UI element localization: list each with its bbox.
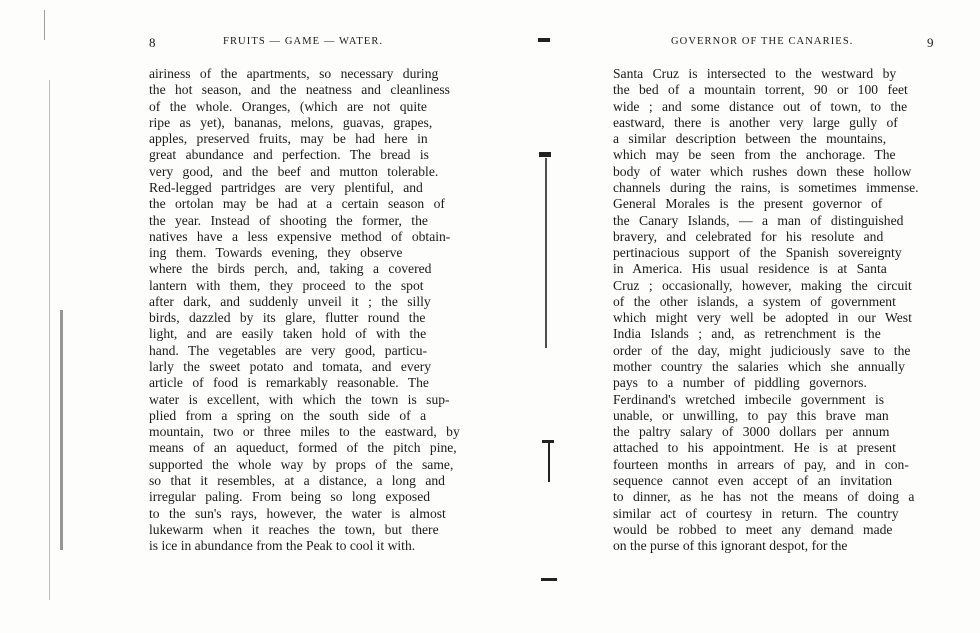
text-line: birds, dazzled by its glare, flutter round the [149,310,426,326]
left-binding-edge [60,310,63,550]
text-line: lukewarm when it reaches the town, but there [149,521,439,537]
text-line: wide ; and some distance out of town, to the [613,98,908,114]
text-line: supported the whole way by props of the same, [149,456,454,472]
text-line: the hot season, and the neatness and cleanliness [149,82,450,98]
text-line: in America. His usual residence is at Santa [613,261,887,277]
text-line: Santa Cruz is intersected to the westward by [613,66,897,81]
text-line: hand. The vegetables are very good, particu- [149,342,428,358]
left-page-number: 8 [149,35,156,50]
right-running-head: GOVERNOR OF THE CANARIES. [671,36,854,47]
text-line: to dinner, as he has not the means of doing a [613,489,915,505]
text-line: pertinacious support of the Spanish sovereignty [613,245,902,261]
right-page [490,0,980,633]
text-line: natives have a less expensive method of obtain- [149,228,451,244]
text-line: Red-legged partridges are very plentiful, and [149,179,423,195]
text-line: article of food is remarkably reasonable. The [149,375,429,391]
text-line: on the purse of this ignorant despot, for the [613,538,848,554]
text-line: airiness of the apartments, so necessary during [149,66,439,81]
text-line: which might very well be adopted in our West [613,310,912,326]
text-line: a similar description between the mountains, [613,131,887,147]
text-line: General Morales is the present governor of [613,196,883,212]
text-line: India Islands ; and, as retrenchment is the [613,326,881,342]
text-line: irregular paling. From being so long exposed [149,489,431,505]
text-line: light, and are easily taken hold of with the [149,326,427,342]
text-line: Ferdinand's wretched imbecile government is [613,391,885,407]
text-line: the year. Instead of shooting the former, the [149,212,428,228]
text-line: the paltry salary of 3000 dollars per annum [613,424,890,440]
text-line: great abundance and perfection. The bread is [149,147,429,163]
text-line: means of an aqueduct, formed of the pitch pine, [149,440,457,456]
text-line: water is excellent, with which the town is sup- [149,391,450,407]
text-line: channels during the rains, is sometimes immense. [613,179,919,195]
far-left-tick [44,10,45,40]
text-line: similar act of courtesy in return. The country [613,505,899,521]
text-line: so that it resembles, at a distance, a long and [149,473,445,488]
text-line: lantern with them, they proceed to the spot [149,277,424,293]
text-line: which may be seen from the anchorage. The [613,147,896,163]
text-line: ripe as yet), bananas, melons, guavas, grapes, [149,114,433,130]
left-running-head: FRUITS — GAME — WATER. [223,36,384,47]
text-line: larly the sweet potato and tomata, and every [149,359,432,375]
text-line: fourteen months in arrears of pay, and in con- [613,456,909,472]
text-line: pays to a number of piddling governors. [613,375,867,391]
gutter-mark-top [538,38,550,42]
text-line: after dark, and suddenly unveil it ; the silly [149,293,431,309]
text-line: mountain, two or three miles to the eastward, by [149,424,460,440]
right-page-number: 9 [927,35,934,50]
text-line: ing them. Towards evening, they observe [149,245,403,261]
gutter-line-low [548,442,550,482]
gutter-mark-mid [539,152,551,157]
text-line: to the sun's rays, however, the water is almost [149,505,446,521]
text-line: eastward, there is another very large gully of [613,114,898,130]
text-line: order of the day, might judiciously save to the [613,342,911,358]
text-line: is ice in abundance from the Peak to cool it with. [149,538,416,554]
text-line: Cruz ; occasionally, however, making the circuit [613,277,912,293]
text-line: the ortolan may be had at a certain season of [149,196,445,212]
text-line: the bed of a mountain torrent, 90 or 100 feet [613,82,908,98]
text-line: of the other islands, a system of government [613,293,896,309]
gutter-line [545,158,547,348]
text-line: mother country the salaries which she annually [613,359,905,375]
text-line: where the birds perch, and, taking a covered [149,261,432,277]
text-line: sequence cannot even accept of an invitation [613,473,893,488]
text-line: attached to his appointment. He is at present [613,440,896,456]
text-line: the Canary Islands, — a man of distinguished [613,212,904,228]
text-line: plied from a spring on the south side of a [149,407,427,423]
text-line: unable, or unwilling, to pay this brave man [613,407,889,423]
text-line: would be robbed to meet any demand made [613,521,893,537]
text-line: of the whole. Oranges, (which are not quite [149,98,427,114]
text-line: very good, and the beef and mutton tolerable. [149,163,439,179]
text-line: body of water which rushes down these hollow [613,163,912,179]
left-edge-line [49,80,50,600]
text-line: apples, preserved fruits, may be had here in [149,131,428,147]
text-line: bravery, and celebrated for his resolute and [613,228,884,244]
gutter-mark-bottom [541,578,557,581]
